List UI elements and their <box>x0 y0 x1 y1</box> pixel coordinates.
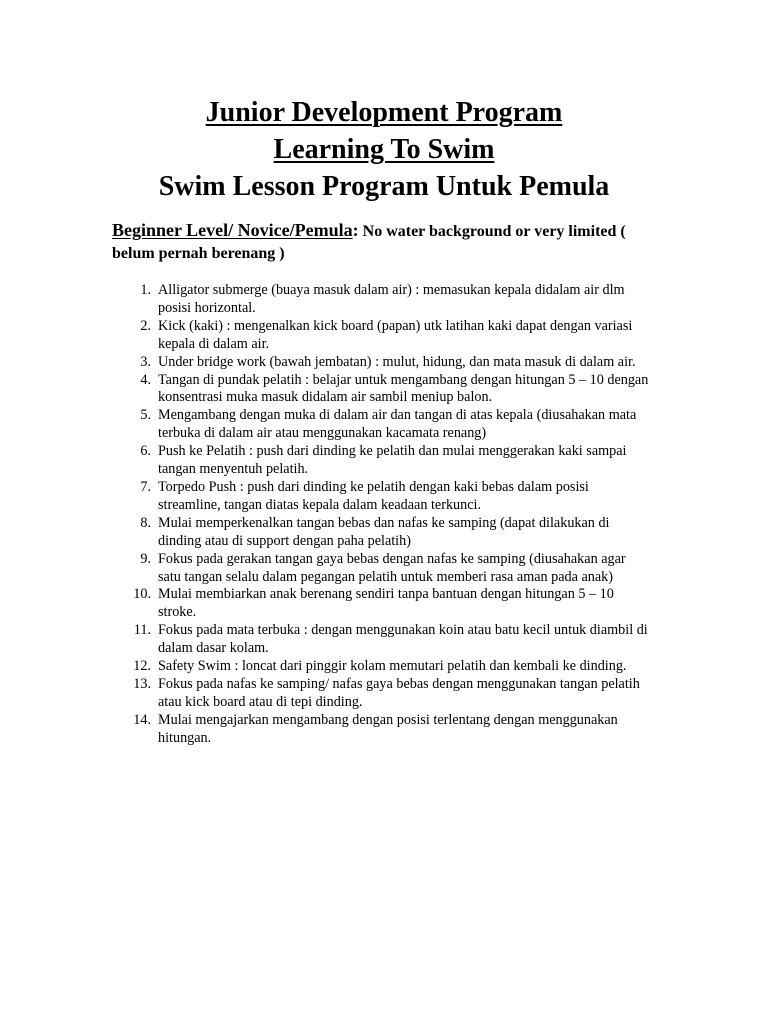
lesson-number: 12. <box>133 658 151 675</box>
lesson-item <box>112 515 652 551</box>
lesson-number: 3. <box>140 353 151 370</box>
lesson-number: 11. <box>133 622 151 639</box>
lesson-item <box>112 443 652 479</box>
title-line-program: Junior Development Program <box>205 97 563 128</box>
lesson-item <box>112 354 652 372</box>
lesson-number: 2. <box>140 317 151 334</box>
lesson-number: 5. <box>140 407 151 424</box>
lesson-text: Mulai membiarkan anak berenang sendiri tanpa bantuan dengan hitungan 5 – 10 stroke. <box>158 586 614 621</box>
lesson-text: Torpedo Push : push dari dinding ke pelatih dengan kaki bebas dalam posisi streamline, tangan diatas kepala dalam keadaan terkunci. <box>158 478 589 513</box>
lesson-text: Under bridge work (bawah jembatan) : mulut, hidung, dan mata masuk di dalam air. <box>158 353 636 370</box>
document-title <box>0 94 768 205</box>
title-line-learning-to-swim: Learning To Swim <box>273 134 495 165</box>
lesson-number: 14. <box>133 711 151 728</box>
lesson-text: Mulai mengajarkan mengambang dengan posisi terlentang dengan menggunakan hitungan. <box>158 711 618 746</box>
lesson-number: 6. <box>140 443 151 460</box>
lesson-item <box>112 586 652 622</box>
lesson-number: 7. <box>140 478 151 495</box>
lesson-number: 1. <box>140 282 151 298</box>
lesson-item <box>112 372 652 408</box>
level-heading-colon: : <box>352 220 359 240</box>
lesson-item <box>112 407 652 443</box>
lesson-text: Alligator submerge (buaya masuk dalam air) : memasukan kepala didalam air dlm posisi horizontal. <box>158 282 625 316</box>
lesson-item <box>112 282 652 318</box>
lesson-item <box>112 622 652 658</box>
lesson-text: Kick (kaki) : mengenalkan kick board (papan) utk latihan kaki dapat dengan variasi kepala di dalam air. <box>158 317 633 352</box>
lesson-text: Fokus pada nafas ke samping/ nafas gaya bebas dengan menggunakan tangan pelatih atau kick board atau di tepi dinding. <box>158 675 640 710</box>
lesson-text: Push ke Pelatih : push dari dinding ke pelatih dan mulai menggerakan kaki sampai tangan menyentuh pelatih. <box>158 443 627 478</box>
lesson-item <box>112 551 652 587</box>
lesson-item <box>112 712 652 748</box>
lesson-number: 8. <box>140 514 151 531</box>
title-line-swim-lesson: Swim Lesson Program Untuk Pemula <box>158 171 610 202</box>
lesson-number: 10. <box>133 586 151 603</box>
lesson-item <box>112 658 652 676</box>
level-heading: Beginner Level/ Novice/Pemula <box>112 220 353 240</box>
lesson-number: 9. <box>140 550 151 567</box>
lesson-text: Tangan di pundak pelatih : belajar untuk mengambang dengan hitungan 5 – 10 dengan konsentrasi muka masuk didalam air sambil meniup balon. <box>158 371 649 406</box>
lesson-text: Fokus pada mata terbuka : dengan menggunakan koin atau batu kecil untuk diambil di dalam dasar kolam. <box>158 622 648 657</box>
lesson-text: Safety Swim : loncat dari pinggir kolam memutari pelatih dan kembali ke dinding. <box>158 658 627 675</box>
lesson-item <box>112 318 652 354</box>
lesson-number: 13. <box>133 675 151 692</box>
lesson-item <box>112 479 652 515</box>
level-description <box>112 219 652 265</box>
level-description-text: No water background or very limited ( belum pernah berenang ) <box>112 223 626 262</box>
lesson-text: Mengambang dengan muka di dalam air dan tangan di atas kepala (diusahakan mata terbuka di dalam air atau menggunakan kacamata renang) <box>158 407 637 442</box>
lesson-list <box>112 282 652 748</box>
lesson-text: Mulai memperkenalkan tangan bebas dan nafas ke samping (dapat dilakukan di dinding atau di support dengan paha pelatih) <box>158 514 610 549</box>
lesson-item <box>112 676 652 712</box>
lesson-number: 4. <box>140 371 151 388</box>
lesson-text: Fokus pada gerakan tangan gaya bebas dengan nafas ke samping (diusahakan agar satu tangan selalu dalam pegangan pelatih untuk memberi rasa aman pada anak) <box>158 550 626 585</box>
